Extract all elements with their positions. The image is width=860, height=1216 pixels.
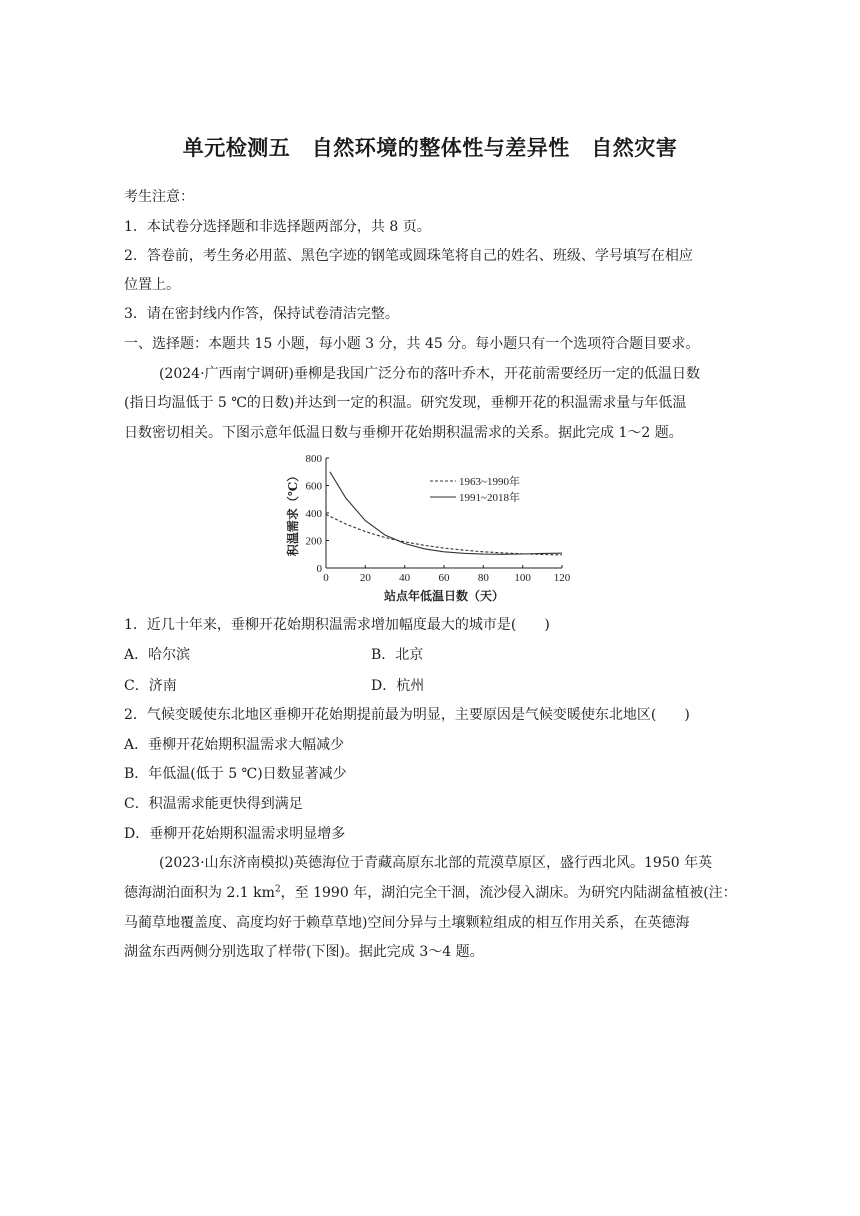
legend-label-2: 1991~2018年 <box>459 492 520 504</box>
chart-series <box>326 472 562 555</box>
y-tick-label: 400 <box>305 508 322 520</box>
page-title: 单元检测五 自然环境的整体性与差异性 自然灾害 <box>182 136 678 160</box>
q2-stem: 2．气候变暖使东北地区垂柳开花始期提前最为明显，主要原因是气候变暖使东北地区( ) <box>124 707 690 723</box>
section-heading: 一、选择题：本题共 15 小题，每小题 3 分，共 45 分。每小题只有一个选项符合题目要求。 <box>124 336 700 352</box>
notice-2: 2．答卷前，考生务必用蓝、黑色字迹的钢笔或圆珠笔将自己的姓名、班级、学号填写在相应 <box>124 248 693 264</box>
y-tick-label: 200 <box>305 535 322 548</box>
x-tick-label: 20 <box>359 572 371 584</box>
q2-option-c[interactable]: C．积温需求能更快得到满足 <box>124 796 303 812</box>
passage2-line1: (2023·山东济南模拟)英德海位于青藏高原东北部的荒漠草原区，盛行西北风。1950 年英 <box>159 855 713 871</box>
notice-1: 1．本试卷分选择题和非选择题两部分，共 8 页。 <box>124 219 431 235</box>
passage1-line2: (指日均温低于 5 ℃的日数)并达到一定的积温。研究发现，垂柳开花的积温需求量与年低温 <box>124 395 687 411</box>
passage1-line3: 日数密切相关。下图示意年低温日数与垂柳开花始期积温需求的关系。据此完成 1～2 题。 <box>124 425 683 441</box>
chart-axes <box>285 453 571 603</box>
x-axis-title: 站点年低温日数（天） <box>383 589 505 603</box>
series-line-1 <box>326 514 562 555</box>
x-tick-label: 60 <box>438 572 450 584</box>
notice-heading: 考生注意： <box>124 189 194 205</box>
q1-option-b[interactable]: B．北京 <box>371 647 424 663</box>
q2-option-a[interactable]: A．垂柳开花始期积温需求大幅减少 <box>124 737 345 753</box>
q2-option-b[interactable]: B．年低温(低于 5 ℃)日数显著减少 <box>124 766 347 782</box>
line-chart <box>282 448 582 608</box>
notice-2-cont: 位置上。 <box>124 277 180 293</box>
q2-option-d[interactable]: D．垂柳开花始期积温需求明显增多 <box>124 826 346 842</box>
passage2-line2 <box>124 883 736 903</box>
passage2-line3: 马蔺草地覆盖度、高度均好于赖草草地)空间分异与土壤颗粒组成的相互作用关系，在英德海 <box>124 915 690 931</box>
x-tick-label: 80 <box>477 572 489 584</box>
passage1-line1: (2024·广西南宁调研)垂柳是我国广泛分布的落叶乔木，开花前需要经历一定的低温日数 <box>159 366 701 382</box>
q1-option-c[interactable]: C．济南 <box>124 678 177 694</box>
q1-stem: 1．近几十年来，垂柳开花始期积温需求增加幅度最大的城市是( ) <box>124 617 550 633</box>
passage2-line4: 湖盆东西两侧分别选取了样带(下图)。据此完成 3～4 题。 <box>124 944 484 960</box>
y-tick-label: 0 <box>316 563 322 575</box>
y-axis-title: 积温需求（℃） <box>286 469 300 557</box>
q1-option-a[interactable]: A．哈尔滨 <box>124 647 191 663</box>
x-tick-label: 120 <box>553 572 571 584</box>
y-tick-label: 600 <box>305 480 322 493</box>
superscript-2: 2 <box>274 884 281 895</box>
legend-label-1: 1963~1990年 <box>459 476 520 488</box>
x-tick-label: 40 <box>399 572 411 584</box>
passage2-line2-b: ，至 1990 年，湖泊完全干涸，流沙侵入湖床。为研究内陆湖盆植被(注： <box>280 885 737 901</box>
y-tick-label: 800 <box>305 453 322 465</box>
notice-3: 3．请在密封线内作答，保持试卷清洁完整。 <box>124 306 399 322</box>
x-tick-label: 100 <box>514 572 531 584</box>
q1-option-d[interactable]: D．杭州 <box>371 678 425 694</box>
x-tick-label: 0 <box>323 572 329 584</box>
passage2-line2-a: 德海湖泊面积为 2.1 km <box>124 885 275 901</box>
chart-legend <box>430 474 520 504</box>
series-line-2 <box>330 472 562 555</box>
